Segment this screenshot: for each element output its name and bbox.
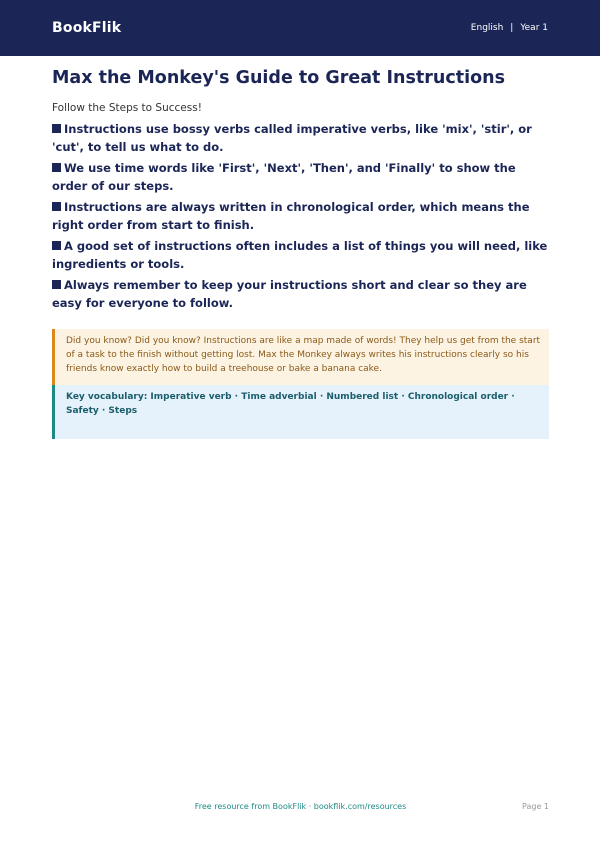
page-footer [52,802,549,814]
key-point [52,238,549,273]
page-number: Page 1 [522,802,549,811]
main-content [52,64,549,439]
page-title: Max the Monkey's Guide to Great Instructions [52,68,505,88]
square-bullet-icon [52,280,61,289]
square-bullet-icon [52,202,61,211]
square-bullet-icon [52,163,61,172]
key-point [52,121,549,156]
brand-logo[interactable]: BookFlik [52,20,122,36]
key-vocabulary-box: Key vocabulary: Imperative verb · Time adverbial · Numbered list · Chronological order · Safety · Steps [52,385,549,439]
key-point [52,160,549,195]
year-label: Year 1 [520,23,548,33]
meta-separator: | [510,23,514,33]
key-point-text: A good set of instructions often includes a list of things you will need, like ingredients or tools. [52,239,548,271]
header-meta [471,23,548,33]
page-subtitle: Follow the Steps to Success! [52,102,202,114]
subject-label: English [470,23,504,33]
key-point-text: We use time words like 'First', 'Next', 'Then', and 'Finally' to show the order of our steps. [52,161,516,193]
square-bullet-icon [52,124,61,133]
did-you-know-box: Did you know? Did you know? Instructions are like a map made of words! They help us get from the start of a task to the finish without getting lost. Max the Monkey always writes his instructions clearly so his friends know exactly how to build a treehouse or bake a banana cake. [52,329,549,385]
footer-credit-link[interactable]: Free resource from BookFlik · bookflik.com/resources [194,802,407,811]
key-point [52,277,549,312]
key-point-text: Always remember to keep your instructions short and clear so they are easy for everyone to follow. [52,278,527,310]
key-point-text: Instructions use bossy verbs called imperative verbs, like 'mix', 'stir', or 'cut', to tell us what to do. [52,122,532,154]
header-bar [0,0,600,56]
key-points-list [52,121,549,312]
key-point-text: Instructions are always written in chronological order, which means the right order from start to finish. [52,200,530,232]
square-bullet-icon [52,241,61,250]
key-point [52,199,549,234]
